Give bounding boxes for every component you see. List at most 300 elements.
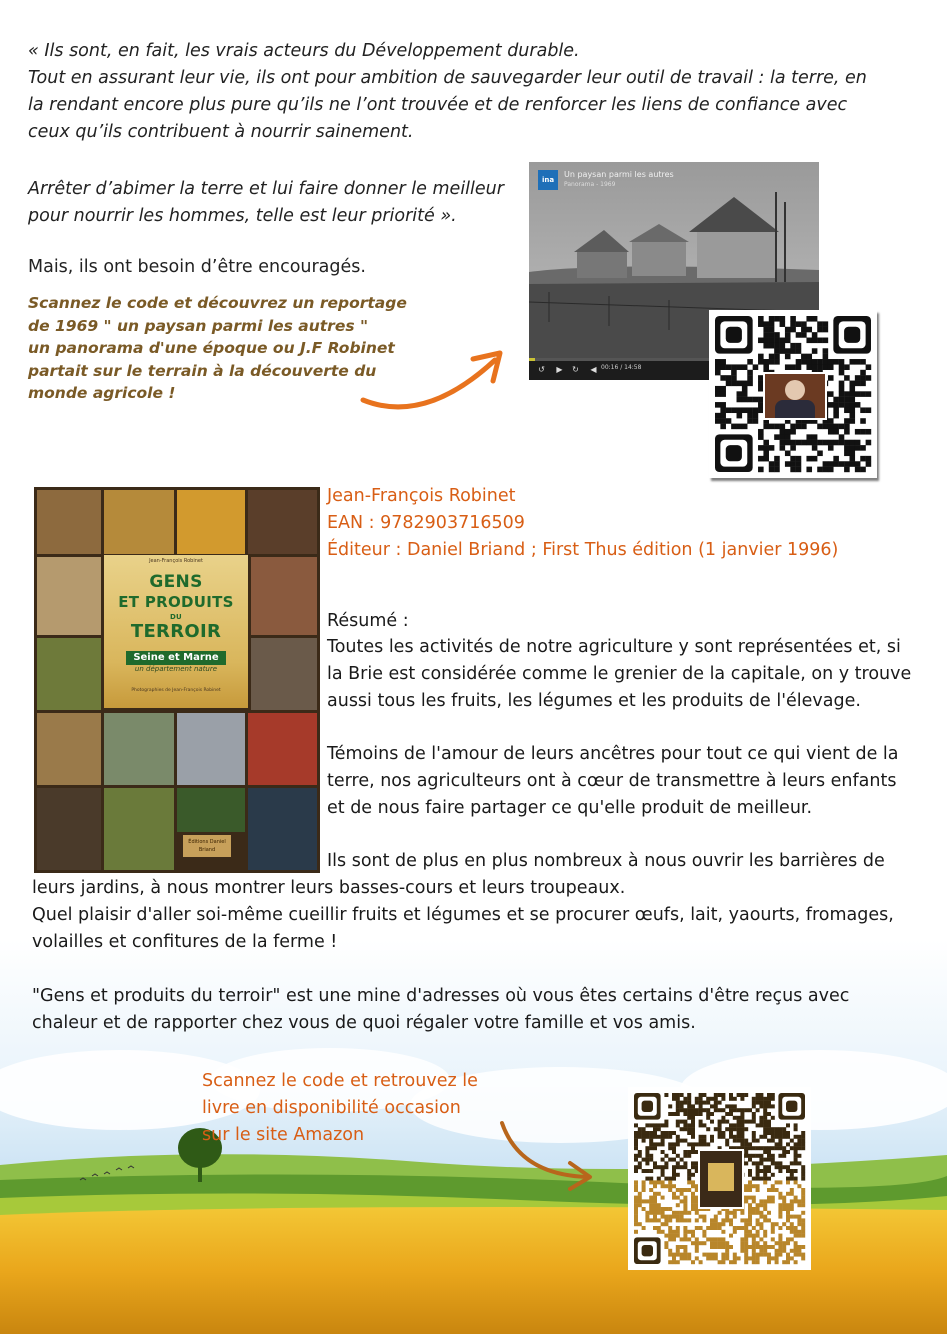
qr-module bbox=[771, 1139, 775, 1143]
cover-photo bbox=[37, 638, 101, 710]
qr-module bbox=[801, 359, 807, 365]
qr-module bbox=[634, 1131, 638, 1135]
qr-module bbox=[744, 1245, 748, 1249]
qr-module bbox=[769, 424, 775, 430]
qr-module bbox=[801, 1256, 805, 1260]
qr-module bbox=[786, 1131, 790, 1135]
qr-module bbox=[778, 1196, 782, 1200]
qr-module bbox=[691, 1116, 695, 1120]
quote-line: ceux qu’ils contribuent à nourrir sainement. bbox=[28, 122, 414, 142]
qr-module bbox=[778, 1139, 782, 1143]
qr-module bbox=[680, 1218, 684, 1222]
qr-module bbox=[733, 1097, 737, 1101]
qr-module bbox=[687, 1112, 691, 1116]
qr-module bbox=[855, 467, 861, 473]
qr-module bbox=[661, 1158, 665, 1162]
qr-module bbox=[680, 1165, 684, 1169]
qr-module bbox=[796, 343, 802, 349]
qr-module bbox=[742, 381, 748, 387]
qr-module bbox=[855, 440, 861, 446]
callout-line: sur le site Amazon bbox=[202, 1125, 365, 1145]
qr-module bbox=[683, 1127, 687, 1131]
qr-module bbox=[756, 1123, 760, 1127]
volume-icon[interactable]: ◀ bbox=[590, 365, 597, 374]
qr-module bbox=[812, 332, 818, 338]
qr-module bbox=[744, 1230, 748, 1234]
qr-module bbox=[801, 1211, 805, 1215]
qr-module bbox=[763, 1249, 767, 1253]
qr-module bbox=[767, 1120, 771, 1124]
qr-module bbox=[823, 327, 829, 333]
qr-module bbox=[721, 1120, 725, 1124]
qr-module bbox=[676, 1173, 680, 1177]
qr-module bbox=[763, 1131, 767, 1135]
qr-code-video[interactable] bbox=[709, 310, 877, 478]
qr-module bbox=[756, 1165, 760, 1169]
qr-module bbox=[775, 1146, 779, 1150]
qr-module bbox=[726, 418, 732, 424]
qr-module bbox=[718, 1222, 722, 1226]
cover-title-panel bbox=[104, 555, 248, 708]
qr-module bbox=[683, 1139, 687, 1143]
qr-module bbox=[649, 1158, 653, 1162]
qr-module bbox=[691, 1161, 695, 1165]
qr-module bbox=[758, 467, 764, 473]
qr-module bbox=[752, 1139, 756, 1143]
qr-module bbox=[706, 1253, 710, 1257]
qr-module bbox=[744, 1249, 748, 1253]
qr-module bbox=[653, 1127, 657, 1131]
qr-module bbox=[676, 1249, 680, 1253]
qr-module bbox=[747, 407, 753, 413]
qr-module bbox=[740, 1237, 744, 1241]
qr-module bbox=[763, 1215, 767, 1219]
quote-line: Tout en assurant leur vie, ils ont pour ambition de sauvegarder leur outil de travail : la terre, en bbox=[28, 68, 867, 88]
qr-module bbox=[767, 1256, 771, 1260]
qr-module bbox=[775, 1135, 779, 1139]
qr-module bbox=[740, 1245, 744, 1249]
replay-forward-icon[interactable]: ↻ bbox=[572, 365, 579, 374]
qr-module bbox=[642, 1199, 646, 1203]
qr-module bbox=[737, 1135, 741, 1139]
intro-quote-conclusion bbox=[28, 176, 518, 230]
qr-module bbox=[786, 1169, 790, 1173]
qr-module bbox=[729, 1104, 733, 1108]
qr-module bbox=[780, 321, 786, 327]
qr-module bbox=[710, 1237, 714, 1241]
qr-module bbox=[828, 445, 834, 451]
qr-module bbox=[733, 1104, 737, 1108]
qr-module bbox=[767, 1154, 771, 1158]
summary-label: Résumé : bbox=[327, 611, 409, 631]
qr-module bbox=[747, 370, 753, 376]
qr-module bbox=[833, 407, 839, 413]
qr-module bbox=[683, 1218, 687, 1222]
qr-module bbox=[687, 1142, 691, 1146]
qr-module bbox=[786, 1192, 790, 1196]
qr-module bbox=[691, 1199, 695, 1203]
qr-module bbox=[785, 434, 791, 440]
book-author: Jean-François Robinet bbox=[327, 486, 516, 506]
video-time: 00:16 / 14:58 bbox=[601, 364, 642, 371]
qr-module bbox=[695, 1218, 699, 1222]
qr-module bbox=[715, 402, 721, 408]
qr-module bbox=[780, 348, 786, 354]
qr-module bbox=[833, 424, 839, 430]
qr-module bbox=[756, 1241, 760, 1245]
qr-module bbox=[849, 450, 855, 456]
qr-module bbox=[828, 429, 834, 435]
qr-module bbox=[748, 1180, 752, 1184]
qr-module bbox=[649, 1123, 653, 1127]
qr-module bbox=[687, 1154, 691, 1158]
qr-module bbox=[794, 1245, 798, 1249]
summary-line: volailles et confitures de la ferme ! bbox=[32, 932, 338, 952]
qr-module bbox=[756, 1177, 760, 1181]
qr-finder bbox=[726, 445, 742, 461]
qr-module bbox=[801, 424, 807, 430]
qr-module bbox=[691, 1203, 695, 1207]
qr-module bbox=[752, 1146, 756, 1150]
qr-module bbox=[680, 1215, 684, 1219]
replay-back-icon[interactable]: ↺ bbox=[538, 365, 545, 374]
qr-module bbox=[744, 1196, 748, 1200]
qr-module bbox=[785, 461, 791, 467]
qr-module bbox=[672, 1237, 676, 1241]
qr-module bbox=[775, 1127, 779, 1131]
book-info bbox=[327, 483, 927, 564]
qr-module bbox=[702, 1215, 706, 1219]
qr-module bbox=[680, 1108, 684, 1112]
qr-module bbox=[767, 1196, 771, 1200]
qr-module bbox=[721, 1253, 725, 1257]
qr-module bbox=[706, 1256, 710, 1260]
qr-module bbox=[737, 1123, 741, 1127]
qr-module bbox=[744, 1253, 748, 1257]
qr-module bbox=[680, 1256, 684, 1260]
qr-module bbox=[687, 1108, 691, 1112]
qr-module bbox=[775, 1188, 779, 1192]
qr-module bbox=[672, 1234, 676, 1238]
qr-module bbox=[752, 1256, 756, 1260]
qr-module bbox=[758, 434, 764, 440]
qr-module bbox=[817, 364, 823, 370]
qr-module bbox=[680, 1188, 684, 1192]
qr-module bbox=[801, 1192, 805, 1196]
qr-module bbox=[664, 1215, 668, 1219]
qr-module bbox=[645, 1123, 649, 1127]
qr-module bbox=[683, 1256, 687, 1260]
qr-module bbox=[812, 445, 818, 451]
qr-module bbox=[649, 1169, 653, 1173]
qr-module bbox=[702, 1230, 706, 1234]
qr-code-amazon[interactable] bbox=[628, 1087, 811, 1270]
qr-module bbox=[794, 1230, 798, 1234]
qr-module bbox=[763, 359, 769, 365]
arrow-icon bbox=[355, 345, 515, 430]
video-subtitle: Panorama - 1969 bbox=[564, 181, 616, 188]
qr-module bbox=[733, 1116, 737, 1120]
qr-module bbox=[763, 1199, 767, 1203]
qr-module bbox=[702, 1093, 706, 1097]
cover-photo bbox=[37, 713, 101, 785]
cover-photo bbox=[37, 490, 101, 554]
qr-module bbox=[763, 1253, 767, 1257]
qr-module bbox=[715, 359, 721, 365]
callout-line: monde agricole ! bbox=[28, 384, 176, 402]
qr-module bbox=[767, 1177, 771, 1181]
qr-module bbox=[699, 1123, 703, 1127]
qr-module bbox=[720, 359, 726, 365]
qr-module bbox=[634, 1142, 638, 1146]
qr-module bbox=[812, 364, 818, 370]
qr-module bbox=[687, 1211, 691, 1215]
qr-module bbox=[737, 1120, 741, 1124]
qr-module bbox=[756, 1101, 760, 1105]
qr-module bbox=[790, 1161, 794, 1165]
qr-module bbox=[676, 1093, 680, 1097]
qr-module bbox=[801, 1146, 805, 1150]
qr-module bbox=[771, 1196, 775, 1200]
cover-photo bbox=[37, 557, 101, 635]
qr-module bbox=[817, 338, 823, 344]
qr-module bbox=[680, 1158, 684, 1162]
qr-module bbox=[720, 424, 726, 430]
qr-module bbox=[642, 1188, 646, 1192]
qr-module bbox=[849, 456, 855, 462]
cover-photo bbox=[251, 638, 317, 710]
qr-module bbox=[695, 1245, 699, 1249]
qr-module bbox=[710, 1256, 714, 1260]
qr-module bbox=[702, 1218, 706, 1222]
qr-module bbox=[668, 1142, 672, 1146]
qr-module bbox=[676, 1245, 680, 1249]
callout-line: de 1969 " un paysan parmi les autres " bbox=[28, 316, 369, 335]
qr-module bbox=[752, 1196, 756, 1200]
qr-module bbox=[797, 1161, 801, 1165]
qr-module bbox=[714, 1237, 718, 1241]
qr-module bbox=[710, 1226, 714, 1230]
qr-module bbox=[737, 413, 743, 419]
qr-module bbox=[794, 1180, 798, 1184]
qr-module bbox=[740, 1218, 744, 1222]
qr-module bbox=[699, 1093, 703, 1097]
qr-module bbox=[785, 348, 791, 354]
qr-module bbox=[695, 1249, 699, 1253]
qr-module bbox=[786, 1165, 790, 1169]
qr-module bbox=[714, 1253, 718, 1257]
qr-module bbox=[718, 1260, 722, 1264]
qr-module bbox=[664, 1222, 668, 1226]
portrait-body bbox=[775, 400, 815, 418]
qr-module bbox=[748, 1245, 752, 1249]
qr-module bbox=[839, 381, 845, 387]
qr-module bbox=[718, 1226, 722, 1230]
qr-module bbox=[752, 1104, 756, 1108]
qr-module bbox=[634, 1139, 638, 1143]
qr-module bbox=[759, 1104, 763, 1108]
qr-module bbox=[759, 1169, 763, 1173]
qr-module bbox=[653, 1135, 657, 1139]
qr-module bbox=[748, 1211, 752, 1215]
qr-module bbox=[796, 332, 802, 338]
qr-module bbox=[763, 1123, 767, 1127]
qr-module bbox=[752, 1241, 756, 1245]
qr-module bbox=[691, 1142, 695, 1146]
qr-module bbox=[771, 1093, 775, 1097]
qr-module bbox=[756, 1093, 760, 1097]
qr-module bbox=[763, 1108, 767, 1112]
qr-module bbox=[695, 1241, 699, 1245]
video-progress-fill bbox=[529, 358, 535, 361]
qr-module bbox=[691, 1112, 695, 1116]
qr-module bbox=[733, 1253, 737, 1257]
qr-module bbox=[687, 1237, 691, 1241]
qr-module bbox=[683, 1211, 687, 1215]
qr-module bbox=[668, 1218, 672, 1222]
qr-module bbox=[668, 1131, 672, 1135]
qr-module bbox=[710, 1135, 714, 1139]
qr-module bbox=[752, 1207, 756, 1211]
qr-module bbox=[672, 1211, 676, 1215]
qr-module bbox=[720, 386, 726, 392]
qr-module bbox=[775, 1241, 779, 1245]
qr-module bbox=[775, 1180, 779, 1184]
qr-module bbox=[786, 1207, 790, 1211]
qr-module bbox=[797, 1139, 801, 1143]
play-icon[interactable]: ▶ bbox=[556, 365, 563, 374]
qr-module bbox=[720, 418, 726, 424]
cover-publisher-badge: Éditions Daniel Briand bbox=[183, 835, 231, 857]
qr-finder bbox=[642, 1101, 653, 1112]
qr-module bbox=[649, 1146, 653, 1150]
qr-module bbox=[844, 375, 850, 381]
qr-module bbox=[790, 440, 796, 446]
qr-module bbox=[849, 407, 855, 413]
qr-module bbox=[744, 1241, 748, 1245]
qr-module bbox=[676, 1165, 680, 1169]
qr-module bbox=[683, 1237, 687, 1241]
qr-module bbox=[691, 1173, 695, 1177]
qr-module bbox=[642, 1180, 646, 1184]
summary-line: "Gens et produits du terroir" est une mine d'adresses où vous êtes certains d'être reçus avec bbox=[32, 986, 850, 1006]
qr-module bbox=[699, 1101, 703, 1105]
qr-module bbox=[806, 354, 812, 360]
qr-module bbox=[752, 1154, 756, 1158]
qr-module bbox=[778, 1165, 782, 1169]
qr-module bbox=[771, 1127, 775, 1131]
qr-module bbox=[721, 1097, 725, 1101]
qr-module bbox=[691, 1135, 695, 1139]
summary-paragraph bbox=[32, 875, 932, 956]
qr-module bbox=[759, 1146, 763, 1150]
qr-module bbox=[794, 1196, 798, 1200]
qr-module bbox=[664, 1234, 668, 1238]
cover-photo-credit: Photographies de Jean-François Robinet bbox=[131, 688, 221, 693]
qr-module bbox=[759, 1203, 763, 1207]
qr-module bbox=[714, 1241, 718, 1245]
qr-module bbox=[672, 1112, 676, 1116]
qr-module bbox=[752, 1112, 756, 1116]
qr-module bbox=[763, 1150, 767, 1154]
qr-module bbox=[702, 1142, 706, 1146]
qr-module bbox=[844, 440, 850, 446]
qr-module bbox=[839, 359, 845, 365]
qr-module bbox=[744, 1142, 748, 1146]
qr-module bbox=[740, 1249, 744, 1253]
qr-module bbox=[740, 1142, 744, 1146]
qr-module bbox=[763, 456, 769, 462]
qr-module bbox=[683, 1199, 687, 1203]
qr-module bbox=[763, 1135, 767, 1139]
qr-module bbox=[702, 1253, 706, 1257]
qr-module bbox=[740, 1116, 744, 1120]
qr-module bbox=[763, 1104, 767, 1108]
qr-module bbox=[782, 1207, 786, 1211]
qr-module bbox=[718, 1245, 722, 1249]
qr-module bbox=[748, 1203, 752, 1207]
qr-module bbox=[683, 1161, 687, 1165]
qr-module bbox=[729, 1211, 733, 1215]
qr-module bbox=[763, 1207, 767, 1211]
qr-module bbox=[797, 1199, 801, 1203]
qr-module bbox=[687, 1116, 691, 1120]
qr-module bbox=[729, 1093, 733, 1097]
qr-module bbox=[683, 1196, 687, 1200]
qr-module bbox=[725, 1218, 729, 1222]
qr-module bbox=[759, 1097, 763, 1101]
qr-module bbox=[806, 316, 812, 322]
qr-module bbox=[748, 1146, 752, 1150]
qr-module bbox=[782, 1135, 786, 1139]
qr-module bbox=[752, 1131, 756, 1135]
qr-module bbox=[710, 1245, 714, 1249]
qr-module bbox=[780, 429, 786, 435]
qr-module bbox=[790, 327, 796, 333]
qr-module bbox=[714, 1245, 718, 1249]
cover-photo bbox=[104, 788, 174, 870]
qr-module bbox=[796, 348, 802, 354]
qr-module bbox=[645, 1218, 649, 1222]
qr-module bbox=[661, 1142, 665, 1146]
scan-video-callout bbox=[28, 292, 408, 405]
qr-module bbox=[786, 1123, 790, 1127]
qr-module bbox=[785, 327, 791, 333]
cover-photo bbox=[37, 788, 101, 870]
qr-module bbox=[661, 1150, 665, 1154]
qr-module bbox=[763, 1180, 767, 1184]
qr-module bbox=[721, 1135, 725, 1139]
qr-module bbox=[812, 440, 818, 446]
qr-module bbox=[860, 445, 866, 451]
qr-module bbox=[839, 440, 845, 446]
qr-module bbox=[794, 1127, 798, 1131]
qr-module bbox=[759, 1154, 763, 1158]
qr-module bbox=[839, 424, 845, 430]
qr-module bbox=[672, 1097, 676, 1101]
summary-line: terre, nos agriculteurs ont à cœur de transmettre à leurs enfants bbox=[327, 771, 897, 791]
qr-module bbox=[737, 391, 743, 397]
qr-module bbox=[786, 1135, 790, 1139]
qr-module bbox=[782, 1131, 786, 1135]
qr-module bbox=[683, 1112, 687, 1116]
qr-module bbox=[672, 1184, 676, 1188]
qr-module bbox=[812, 348, 818, 354]
video-title: Un paysan parmi les autres bbox=[564, 170, 674, 179]
qr-module bbox=[687, 1177, 691, 1181]
qr-module bbox=[769, 343, 775, 349]
qr-module bbox=[733, 1211, 737, 1215]
